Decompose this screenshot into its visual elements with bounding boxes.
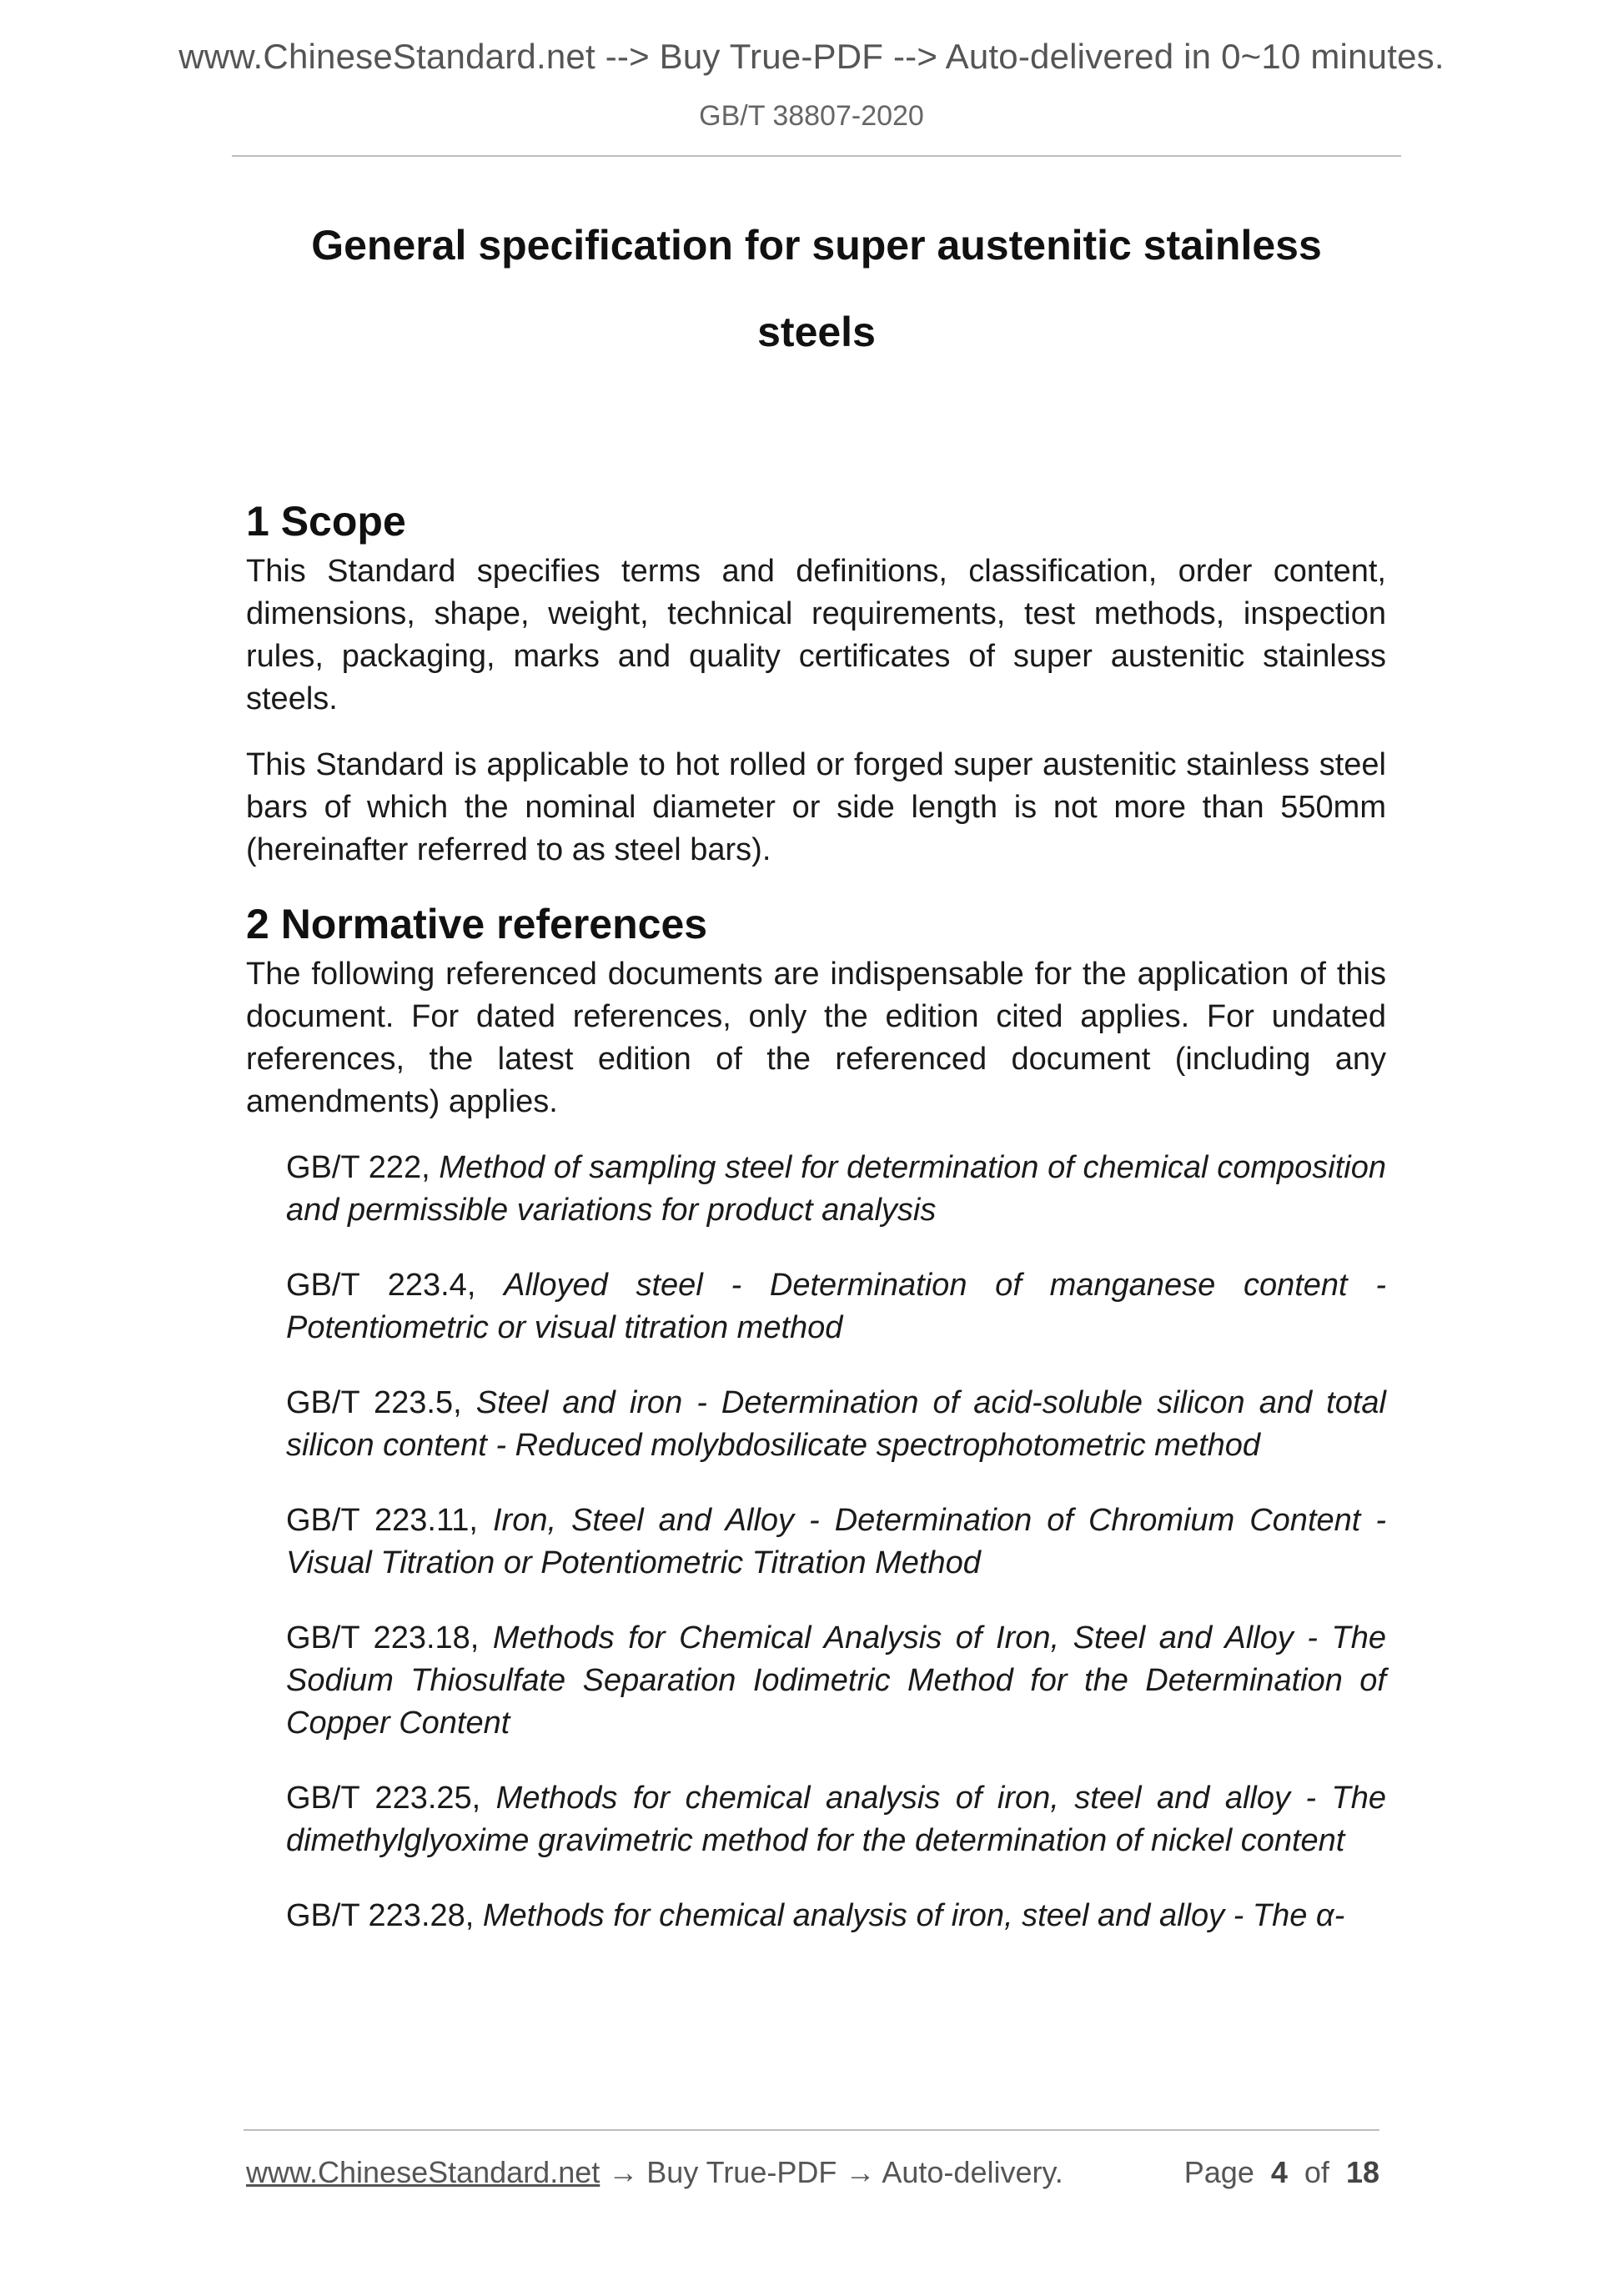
- reference-title: Methods for chemical analysis of iron, steel and alloy - The dimethylglyoxime gravimetric method for the determination of nickel content: [286, 1781, 1387, 1858]
- reference-title: Steel and iron - Determination of acid-soluble silicon and total silicon content - Reduced molybdosilicate spectrophotometric method: [286, 1385, 1386, 1463]
- references-intro: The following referenced documents are indispensable for the application of this document. For dated references, only the edition cited applies. For undated references, the latest edition of the referenced document (including any amendments) applies.: [246, 957, 1386, 1119]
- page-indicator: [1184, 2155, 1379, 2190]
- scope-paragraph-1: This Standard specifies terms and definitions, classification, order content, dimensions, shape, weight, technical requirements, test methods, inspection rules, packaging, marks and quality certificates of super austenitic stainless steels.: [246, 554, 1386, 716]
- footer-site-link[interactable]: www.ChineseStandard.net: [246, 2155, 600, 2189]
- reference-item: [286, 1264, 1386, 1349]
- reference-item: [286, 1147, 1386, 1232]
- reference-item: [286, 1777, 1386, 1862]
- document-title-line-2: steels: [757, 309, 876, 355]
- page-label: Page: [1183, 2155, 1254, 2189]
- footer-buy-text: Buy True-PDF: [646, 2155, 837, 2189]
- reference-title: Methods for Chemical Analysis of Iron, Steel and Alloy - The Sodium Thiosulfate Separation Iodimetric Method for the Determination of Copper Content: [286, 1620, 1386, 1741]
- page-current: 4: [1270, 2155, 1288, 2189]
- reference-code: GB/T 223.18,: [286, 1620, 480, 1655]
- document-title: [232, 202, 1401, 375]
- section-heading-normative-references: 2 Normative references: [246, 901, 708, 947]
- reference-code: GB/T 222,: [286, 1150, 430, 1185]
- reference-title: Methods for chemical analysis of iron, steel and alloy - The α-: [482, 1898, 1345, 1933]
- reference-item: [286, 1617, 1386, 1745]
- arrow-right-icon: →: [608, 2155, 639, 2189]
- header-divider: [232, 155, 1401, 157]
- reference-item: [286, 1382, 1386, 1467]
- top-banner[interactable]: www.ChineseStandard.net --> Buy True-PDF --> Auto-delivered in 0~10 minutes.: [178, 37, 1445, 76]
- reference-code: GB/T 223.28,: [286, 1898, 475, 1933]
- footer-delivery-text: Auto-delivery.: [882, 2155, 1063, 2189]
- reference-list: [286, 1147, 1386, 1937]
- of-label: of: [1304, 2155, 1329, 2189]
- section-heading-scope: 1 Scope: [246, 498, 406, 545]
- reference-item: [286, 1895, 1386, 1937]
- standard-number: GB/T 38807-2020: [699, 100, 924, 132]
- document-body: [246, 492, 1386, 1937]
- reference-code: GB/T 223.11,: [286, 1503, 478, 1538]
- page-total: 18: [1345, 2155, 1379, 2189]
- reference-item: [286, 1500, 1386, 1585]
- reference-code: GB/T 223.25,: [286, 1781, 481, 1816]
- reference-code: GB/T 223.5,: [286, 1385, 462, 1420]
- reference-title: Method of sampling steel for determination of chemical composition and permissible variations for product analysis: [286, 1150, 1386, 1228]
- document-title-line-1: General specification for super austenitic stainless: [311, 222, 1322, 269]
- scope-paragraph-2: This Standard is applicable to hot rolled or forged super austenitic stainless steel bars of which the nominal diameter or side length is not more than 550mm (hereinafter referred to as steel bars).: [246, 747, 1386, 867]
- footer-divider: [244, 2129, 1379, 2131]
- reference-title: Alloyed steel - Determination of manganese content - Potentiometric or visual titration method: [286, 1268, 1386, 1345]
- footer-links: [246, 2155, 1063, 2190]
- reference-code: GB/T 223.4,: [286, 1268, 476, 1303]
- arrow-right-icon: →: [845, 2155, 876, 2189]
- reference-title: Iron, Steel and Alloy - Determination of Chromium Content - Visual Titration or Potentiometric Titration Method: [286, 1503, 1386, 1580]
